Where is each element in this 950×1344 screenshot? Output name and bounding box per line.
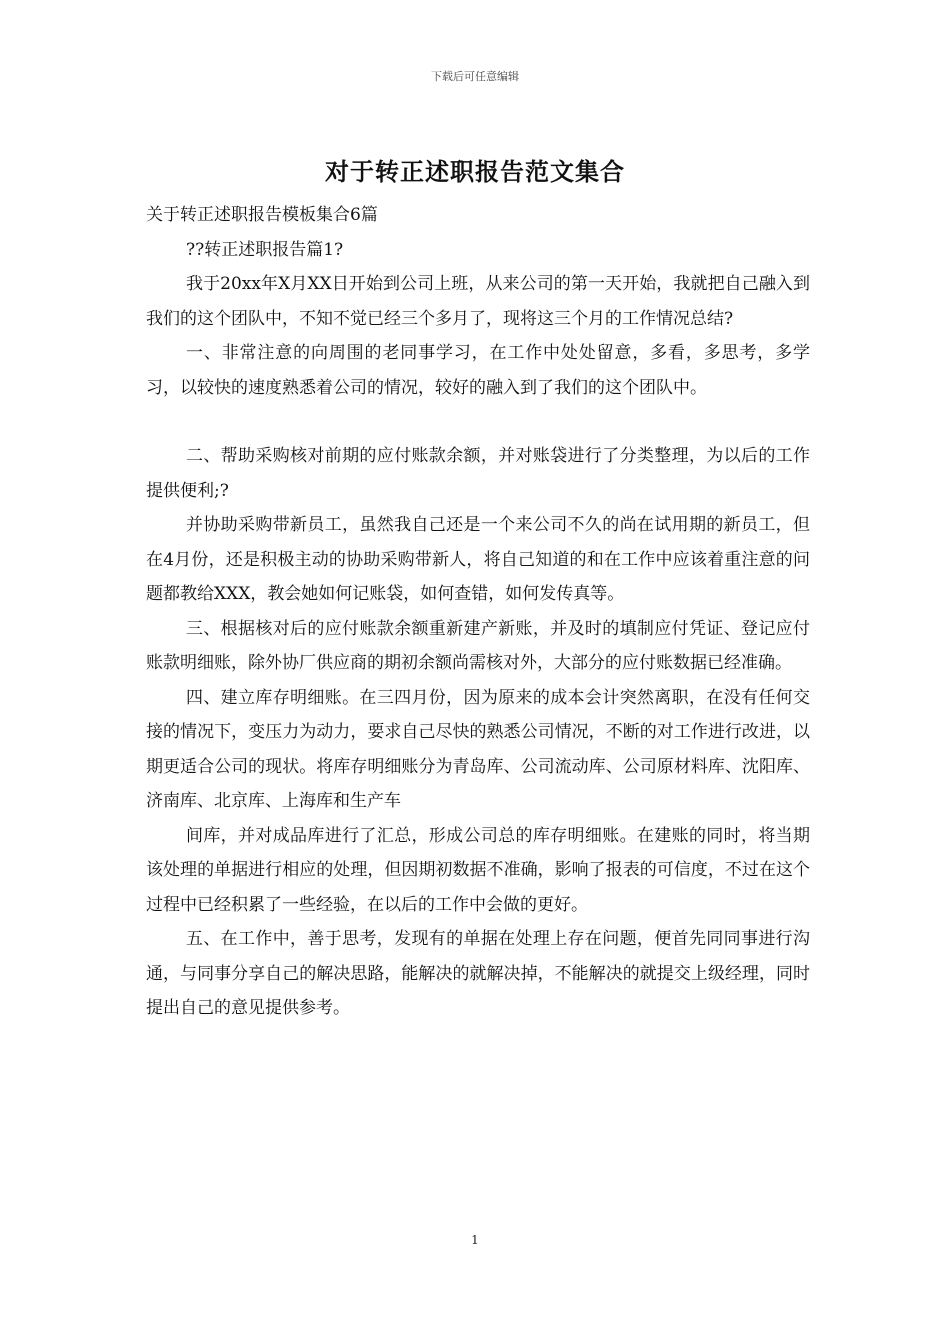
paragraph-item-2-detail: 并协助采购带新员工，虽然我自己还是一个来公司不久的尚在试用期的新员工，但在4月份，还是积极主动的协助采购带新人，将自己知道的和在工作中应该着重注意的问题都教给XXX，教会她如何记账袋，如何查错，如何发传真等。: [146, 515, 810, 604]
document-title: 对于转正述职报告范文集合: [325, 157, 625, 186]
paragraph-item-1: 一、非常注意的向周围的老同事学习，在工作中处处留意，多看，多思考，多学习，以较快的速度熟悉着公司的情况，较好的融入到了我们的这个团队中。: [146, 343, 810, 398]
paragraph-item-5: 五、在工作中，善于思考，发现有的单据在处理上存在问题，便首先同同事进行沟通，与同事分享自己的解决思路，能解决的就解决掉，不能解决的就提交上级经理，同时提出自己的意见提供参考。: [146, 929, 810, 1018]
paragraph-item-2: 二、帮助采购核对前期的应付账款余额，并对账袋进行了分类整理，为以后的工作提供便利;?: [146, 446, 810, 501]
section-heading: ??转正述职报告篇1?: [186, 239, 344, 260]
paragraph-item-4: 四、建立库存明细账。在三四月份，因为原来的成本会计突然离职，在没有任何交接的情况下，变压力为动力，要求自己尽快的熟悉公司情况，不断的对工作进行改进，以期更适合公司的现状。将库存明细账分为青岛库、公司流动库、公司原材料库、沈阳库、济南库、北京库、上海库和生产车: [146, 687, 810, 811]
blank-line: [146, 405, 810, 439]
page-number: 1: [471, 1233, 479, 1247]
paragraph-intro: 我于20xx年X月XX日开始到公司上班，从来公司的第一天开始，我就把自己融入到我们的这个团队中，不知不觉已经三个多月了，现将这三个月的工作情况总结?: [146, 274, 810, 329]
document-subtitle: 关于转正述职报告模板集合6篇: [146, 205, 378, 225]
page-header: 下载后可任意编辑: [431, 70, 519, 83]
paragraph-item-4-continued: 间库，并对成品库进行了汇总，形成公司总的库存明细账。在建账的同时，将当期该处理的单据进行相应的处理，但因期初数据不准确，影响了报表的可信度，不过在这个过程中已经积累了一些经验，在以后的工作中会做的更好。: [146, 825, 810, 915]
document-body: [146, 198, 810, 1026]
paragraph-item-3: 三、根据核对后的应付账款余额重新建产新账，并及时的填制应付凭证、登记应付账款明细账，除外协厂供应商的期初余额尚需核对外，大部分的应付账数据已经准确。: [146, 618, 810, 673]
